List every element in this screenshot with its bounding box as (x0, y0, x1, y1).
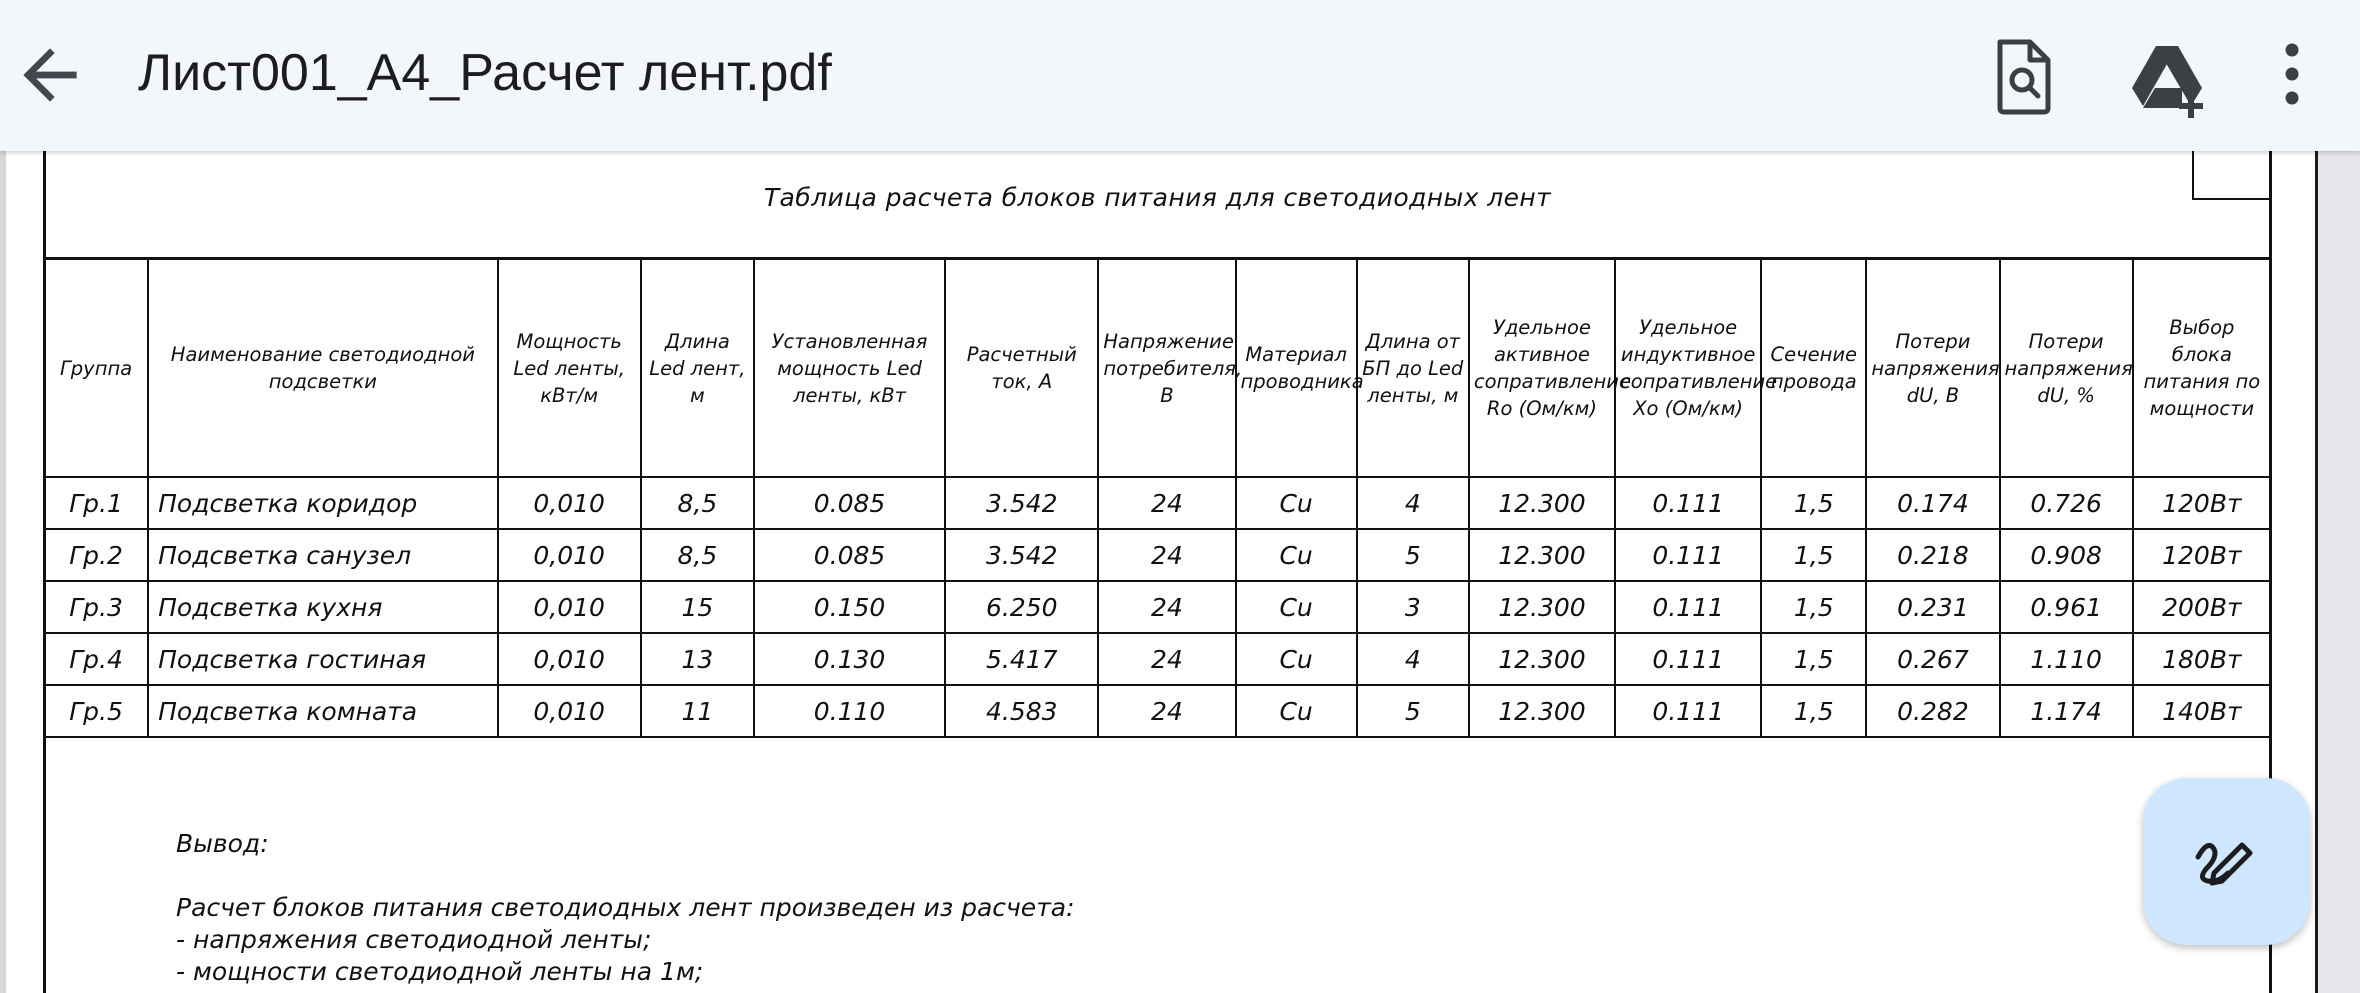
table-row (44, 581, 2271, 633)
cell-material: Cu (1236, 529, 1357, 581)
cell-installed-power: 0.150 (754, 581, 945, 633)
cell-psu-choice: 180Вт (2133, 633, 2271, 685)
header-distance: Длина от БП до Led ленты, м (1357, 259, 1469, 477)
table-row (44, 529, 2271, 581)
conclusion-heading: Вывод: (176, 829, 269, 858)
table-row (44, 633, 2271, 685)
cell-voltage: 24 (1098, 477, 1235, 529)
cell-group: Гр.2 (44, 529, 148, 581)
cell-resistance-ro: 12.300 (1469, 633, 1615, 685)
cell-loss-percent: 0.908 (2000, 529, 2133, 581)
search-document-icon (1976, 28, 2072, 124)
cell-cross-section: 1,5 (1761, 477, 1866, 529)
cell-installed-power: 0.085 (754, 529, 945, 581)
edit-annotate-icon (2192, 827, 2262, 897)
annotate-fab-button[interactable] (2143, 778, 2310, 945)
cell-distance: 3 (1357, 581, 1469, 633)
add-to-drive-button[interactable] (2120, 28, 2216, 124)
conclusion-item: - мощности светодиодной ленты на 1м; (176, 957, 704, 986)
cell-reactance-xo: 0.111 (1615, 477, 1761, 529)
cell-name: Подсветка кухня (148, 581, 497, 633)
cell-material: Cu (1236, 633, 1357, 685)
cell-resistance-ro: 12.300 (1469, 529, 1615, 581)
cell-material: Cu (1236, 685, 1357, 737)
cell-loss-volts: 0.218 (1866, 529, 1999, 581)
cell-power-per-m: 0,010 (498, 529, 641, 581)
cell-reactance-xo: 0.111 (1615, 685, 1761, 737)
cell-group: Гр.1 (44, 477, 148, 529)
cell-group: Гр.4 (44, 633, 148, 685)
cell-loss-volts: 0.231 (1866, 581, 1999, 633)
cell-voltage: 24 (1098, 581, 1235, 633)
header-length: Длина Led лент, м (641, 259, 754, 477)
conclusion-item: - напряжения светодиодной ленты; (176, 925, 652, 954)
cell-psu-choice: 140Вт (2133, 685, 2271, 737)
cell-installed-power: 0.110 (754, 685, 945, 737)
find-in-document-button[interactable] (1976, 28, 2072, 124)
header-psu-choice: Выбор блока питания по мощности (2133, 259, 2271, 477)
cell-resistance-ro: 12.300 (1469, 581, 1615, 633)
arrow-back-icon (10, 35, 90, 115)
cell-current: 5.417 (945, 633, 1098, 685)
cell-installed-power: 0.085 (754, 477, 945, 529)
header-group: Группа (44, 259, 148, 477)
cell-resistance-ro: 12.300 (1469, 685, 1615, 737)
cell-distance: 5 (1357, 529, 1469, 581)
cell-reactance-xo: 0.111 (1615, 581, 1761, 633)
cell-cross-section: 1,5 (1761, 685, 1866, 737)
cell-loss-volts: 0.282 (1866, 685, 1999, 737)
cell-group: Гр.3 (44, 581, 148, 633)
header-power-per-m: Мощность Led ленты, кВт/м (498, 259, 641, 477)
table-row (44, 477, 2271, 529)
more-options-button[interactable] (2244, 28, 2340, 124)
cell-psu-choice: 120Вт (2133, 477, 2271, 529)
cell-resistance-ro: 12.300 (1469, 477, 1615, 529)
cell-psu-choice: 120Вт (2133, 529, 2271, 581)
header-voltage: Напряжение потребителя, В (1098, 259, 1235, 477)
header-current: Расчетный ток, А (945, 259, 1098, 477)
cell-voltage: 24 (1098, 529, 1235, 581)
table-header-row (44, 259, 2271, 477)
cell-loss-volts: 0.267 (1866, 633, 1999, 685)
cell-cross-section: 1,5 (1761, 581, 1866, 633)
conclusion (176, 828, 1075, 988)
cell-current: 3.542 (945, 529, 1098, 581)
cell-cross-section: 1,5 (1761, 633, 1866, 685)
cell-length: 8,5 (641, 529, 754, 581)
cell-length: 15 (641, 581, 754, 633)
cell-loss-percent: 1.110 (2000, 633, 2133, 685)
cell-power-per-m: 0,010 (498, 685, 641, 737)
cell-length: 8,5 (641, 477, 754, 529)
header-reactance-xo: Удельное индуктивное сопративление Xo (Ом/км) (1615, 259, 1761, 477)
cell-loss-percent: 0.961 (2000, 581, 2133, 633)
header-loss-volts: Потери напряжения dU, В (1866, 259, 1999, 477)
cell-length: 13 (641, 633, 754, 685)
cell-distance: 4 (1357, 633, 1469, 685)
header-cross-section: Сечение провода (1761, 259, 1866, 477)
cell-name: Подсветка санузел (148, 529, 497, 581)
cell-name: Подсветка гостиная (148, 633, 497, 685)
calculation-table (43, 258, 2272, 738)
cell-loss-percent: 1.174 (2000, 685, 2133, 737)
more-vert-icon (2244, 28, 2340, 124)
cell-loss-percent: 0.726 (2000, 477, 2133, 529)
cell-group: Гр.5 (44, 685, 148, 737)
conclusion-spacer (176, 860, 1075, 892)
back-button[interactable] (10, 35, 90, 115)
header-installed-power: Установленная мощность Led ленты, кВт (754, 259, 945, 477)
cell-power-per-m: 0,010 (498, 581, 641, 633)
cell-current: 4.583 (945, 685, 1098, 737)
cell-psu-choice: 200Вт (2133, 581, 2271, 633)
cell-power-per-m: 0,010 (498, 477, 641, 529)
document-title: Лист001_А4_Расчет лент.pdf (138, 44, 832, 102)
header-material: Материал проводника (1236, 259, 1357, 477)
cell-voltage: 24 (1098, 685, 1235, 737)
cell-name: Подсветка коридор (148, 477, 497, 529)
cell-reactance-xo: 0.111 (1615, 529, 1761, 581)
header-loss-percent: Потери напряжения dU, % (2000, 259, 2133, 477)
cell-power-per-m: 0,010 (498, 633, 641, 685)
cell-installed-power: 0.130 (754, 633, 945, 685)
cell-distance: 4 (1357, 477, 1469, 529)
header-resistance-ro: Удельное активное сопративление Ro (Ом/км) (1469, 259, 1615, 477)
cell-current: 3.542 (945, 477, 1098, 529)
cell-distance: 5 (1357, 685, 1469, 737)
cell-cross-section: 1,5 (1761, 529, 1866, 581)
cell-voltage: 24 (1098, 633, 1235, 685)
table-title: Таблица расчета блоков питания для светодиодных лент (763, 183, 1552, 212)
cell-loss-volts: 0.174 (1866, 477, 1999, 529)
cell-material: Cu (1236, 477, 1357, 529)
cell-reactance-xo: 0.111 (1615, 633, 1761, 685)
conclusion-intro: Расчет блоков питания светодиодных лент произведен из расчета: (176, 893, 1075, 922)
cell-current: 6.250 (945, 581, 1098, 633)
app-bar (0, 0, 2360, 151)
cell-material: Cu (1236, 581, 1357, 633)
table-row (44, 685, 2271, 737)
cell-name: Подсветка комната (148, 685, 497, 737)
header-name: Наименование светодиодной подсветки (148, 259, 497, 477)
drive-add-icon (2120, 28, 2216, 124)
cell-length: 11 (641, 685, 754, 737)
